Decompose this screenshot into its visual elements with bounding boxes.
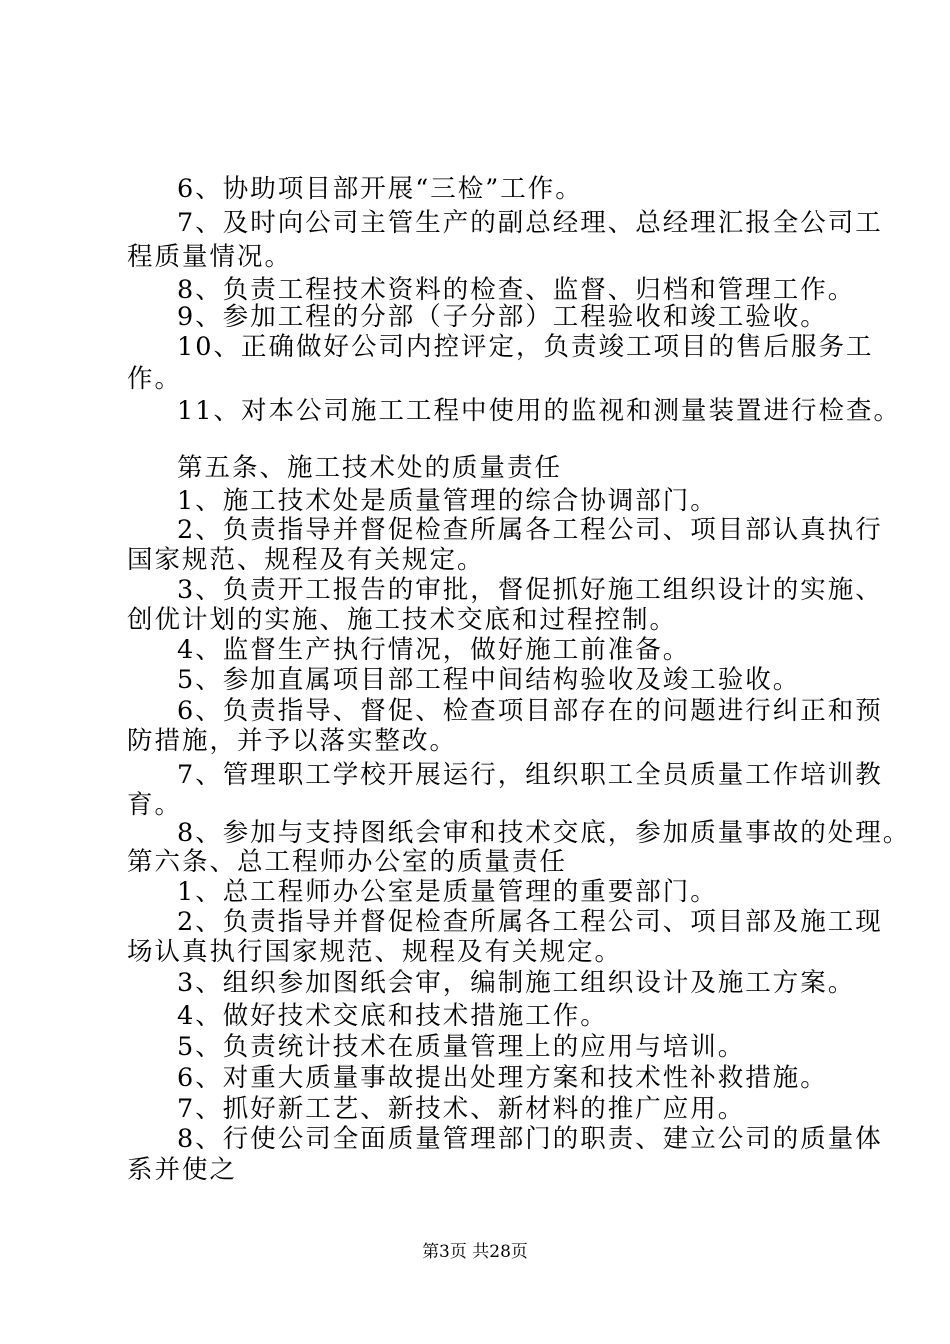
text-line: 8、负责工程技术资料的检查、监督、归档和管理工作。 <box>177 275 856 305</box>
text-line: 6、协助项目部开展“三检”工作。 <box>177 174 583 204</box>
text-line: 育。 <box>127 790 183 820</box>
text-line: 8、参加与支持图纸会审和技术交底，参加质量事故的处理。 <box>177 818 911 848</box>
text-line: 2、负责指导并督促检查所属各工程公司、项目部及施工现 <box>177 907 883 937</box>
text-line: 9、参加工程的分部（子分部）工程验收和竣工验收。 <box>177 302 828 332</box>
text-line: 系并使之 <box>127 1155 238 1185</box>
text-line: 7、抓好新工艺、新技术、新材料的推广应用。 <box>177 1094 746 1124</box>
text-line: 1、施工技术处是质量管理的综合协调部门。 <box>177 486 718 516</box>
text-line: 国家规范、规程及有关规定。 <box>127 545 485 575</box>
text-line: 创优计划的实施、施工技术交底和过程控制。 <box>127 605 678 635</box>
text-line: 7、及时向公司主管生产的副总经理、总经理汇报全公司工 <box>177 208 883 238</box>
text-line: 7、管理职工学校开展运行，组织职工全员质量工作培训教 <box>177 760 883 790</box>
section-heading: 第五条、施工技术处的质量责任 <box>177 453 563 483</box>
text-line: 6、负责指导、督促、检查项目部存在的问题进行纠正和预 <box>177 696 883 726</box>
text-line: 5、负责统计技术在质量管理上的应用与培训。 <box>177 1032 746 1062</box>
text-line: 4、做好技术交底和技术措施工作。 <box>177 1001 608 1031</box>
text-line: 1、总工程师办公室是质量管理的重要部门。 <box>177 877 718 907</box>
text-line: 10、正确做好公司内控评定，负责竣工项目的售后服务工 <box>177 332 874 362</box>
text-line: 5、参加直属项目部工程中间结构验收及竣工验收。 <box>177 665 801 695</box>
text-line: 3、组织参加图纸会审，编制施工组织设计及施工方案。 <box>177 968 856 998</box>
text-line: 11、对本公司施工工程中使用的监视和测量装置进行检查。 <box>177 396 901 426</box>
text-line: 4、监督生产执行情况，做好施工前准备。 <box>177 635 691 665</box>
text-line: 2、负责指导并督促检查所属各工程公司、项目部认真执行 <box>177 515 883 545</box>
section-heading: 第六条、总工程师办公室的质量责任 <box>127 847 568 877</box>
text-line: 防措施，并予以落实整改。 <box>127 726 458 756</box>
text-line: 6、对重大质量事故提出处理方案和技术性补救措施。 <box>177 1063 828 1093</box>
text-line: 场认真执行国家规范、规程及有关规定。 <box>127 937 623 967</box>
text-line: 3、负责开工报告的审批，督促抓好施工组织设计的实施、 <box>177 575 883 605</box>
text-line: 程质量情况。 <box>127 242 293 272</box>
text-line: 8、行使公司全面质量管理部门的职责、建立公司的质量体 <box>177 1124 883 1154</box>
text-line: 作。 <box>127 364 183 394</box>
page-number: 第3页 共28页 <box>422 1242 528 1262</box>
